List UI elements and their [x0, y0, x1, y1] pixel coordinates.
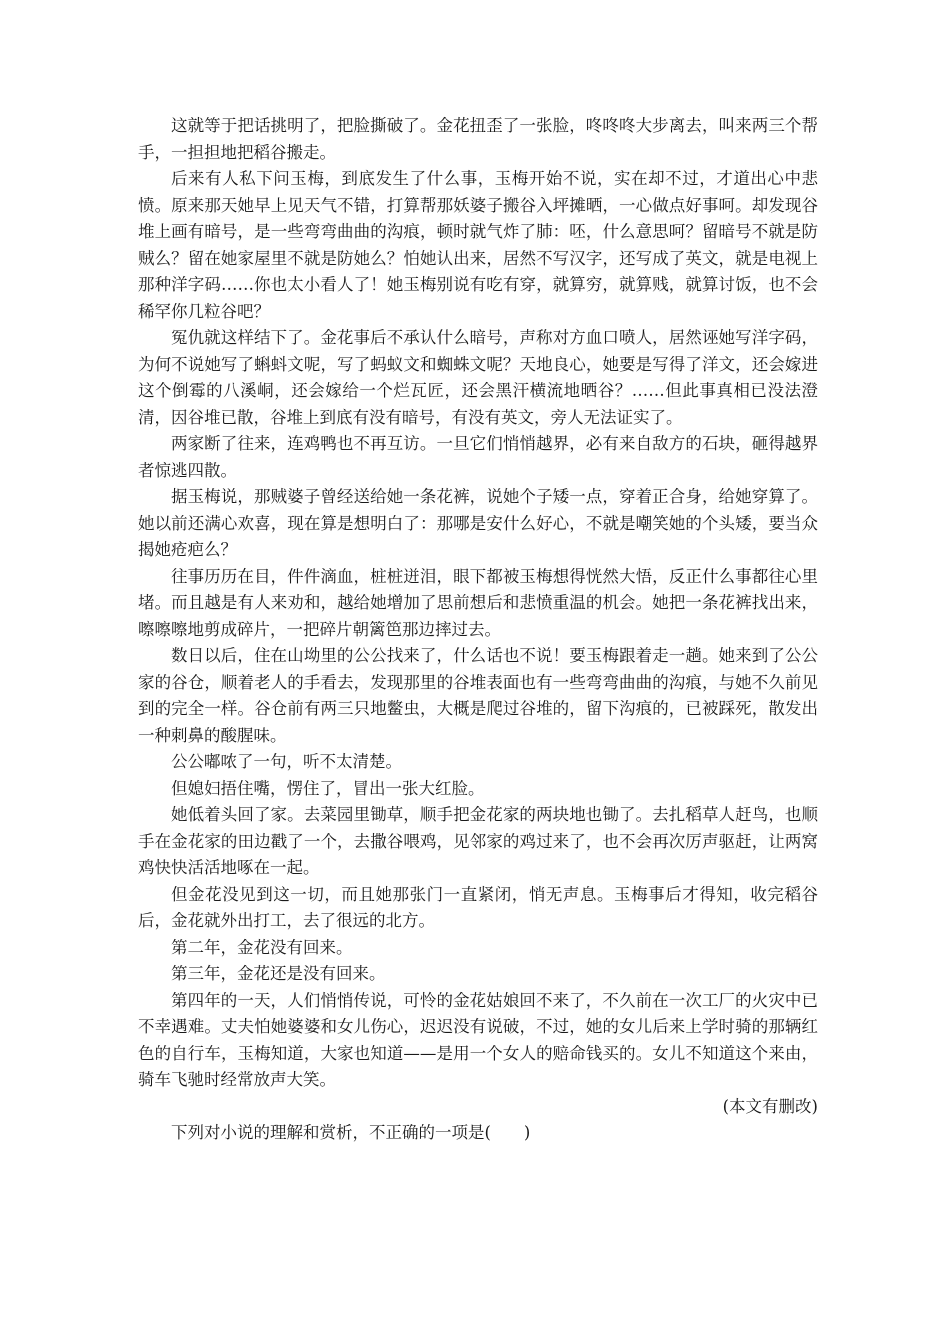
paragraph: 但媳妇捂住嘴，愣住了，冒出一张大红脸。	[171, 778, 485, 798]
paragraph: 据玉梅说，那贼婆子曾经送给她一条花裤，说她个子矮一点，穿着正合身，给她穿算了。她以前还满心欢喜，现在算是想明白了：那哪是安什么好心，不就是嘲笑她的个头矮，要当众揭她疮疤么？	[138, 487, 818, 559]
paragraph: 这就等于把话挑明了，把脸撕破了。金花扭歪了一张脸，咚咚咚大步离去，叫来两三个帮手，一担担地把稻谷搬走。	[138, 116, 818, 162]
paragraph: 她低着头回了家。去菜园里锄草，顺手把金花家的两块地也锄了。去扎稻草人赶鸟，也顺手在金花家的田边戳了一个，去撒谷喂鸡，见邻家的鸡过来了，也不会再次厉声驱赶，让两窝鸡快快活活地啄在一起。	[138, 805, 818, 877]
paragraph: 冤仇就这样结下了。金花事后不承认什么暗号，声称对方血口喷人，居然诬她写洋字码，为何不说她写了蝌蚪文呢，写了蚂蚁文和蜘蛛文呢？天地良心，她要是写得了洋文，还会嫁进这个倒霉的八溪峒，还会嫁给一个烂瓦匠，还会黑汗横流地晒谷？……但此事真相已没法澄清，因谷堆已散，谷堆上到底有没有暗号，有没有英文，旁人无法证实了。	[138, 328, 818, 427]
paragraph: 两家断了往来，连鸡鸭也不再互访。一旦它们悄悄越界，必有来自敌方的石块，砸得越界者惊逃四散。	[138, 434, 818, 480]
source-note: (本文有删改)	[722, 1096, 818, 1116]
paragraph: 公公嘟哝了一句，听不太清楚。	[171, 752, 402, 771]
paragraph: 往事历历在目，件件滴血，桩桩迸泪，眼下都被玉梅想得恍然大悟，反正什么事都往心里堵。而且越是有人来劝和，越给她增加了思前想后和悲愤重温的机会。她把一条花裤找出来，嚓嚓嚓地剪成碎片，一把碎片朝篱笆那边摔过去。	[138, 566, 818, 639]
document-page	[138, 113, 818, 1147]
paragraph: 但金花没见到这一切，而且她那张门一直紧闭，悄无声息。玉梅事后才得知，收完稻谷后，金花就外出打工，去了很远的北方。	[138, 884, 818, 930]
question-prompt: 下列对小说的理解和赏析，不正确的一项是( )	[171, 1123, 531, 1142]
paragraph: 第三年，金花还是没有回来。	[171, 964, 386, 983]
paragraph: 数日以后，住在山坳里的公公找来了，什么话也不说！要玉梅跟着走一趟。她来到了公公家的谷仓，顺着老人的手看去，发现那里的谷堆表面也有一些弯弯曲曲的沟痕，与她不久前见到的完全一样。谷仓前有两三只地鳖虫，大概是爬过谷堆的，留下沟痕的，已被踩死，散发出一种刺鼻的酸腥味。	[138, 646, 818, 745]
paragraph: 后来有人私下问玉梅，到底发生了什么事，玉梅开始不说，实在却不过，才道出心中悲愤。原来那天她早上见天气不错，打算帮那妖婆子搬谷入坪摊晒，一心做点好事呵。却发现谷堆上画有暗号，是一些弯弯曲曲的沟痕，顿时就气炸了肺：呸，什么意思呵？留暗号不就是防贼么？留在她家屋里不就是防她么？怕她认出来，居然不写汉字，还写成了英文，就是电视上那种洋字码……你也太小看人了！她玉梅别说有吃有穿，就算穷，就算贱，就算讨饭，也不会稀罕你几粒谷吧？	[138, 169, 818, 321]
paragraph: 第二年，金花没有回来。	[171, 937, 353, 957]
paragraph: 第四年的一天，人们悄悄传说，可怜的金花姑娘回不来了，不久前在一次工厂的火灾中已不幸遇难。丈夫怕她婆婆和女儿伤心，迟迟没有说破，不过，她的女儿后来上学时骑的那辆红色的自行车，玉梅知道，大家也知道——是用一个女人的赔命钱买的。女儿不知道这个来由，骑车飞驰时经常放声大笑。	[138, 990, 818, 1089]
